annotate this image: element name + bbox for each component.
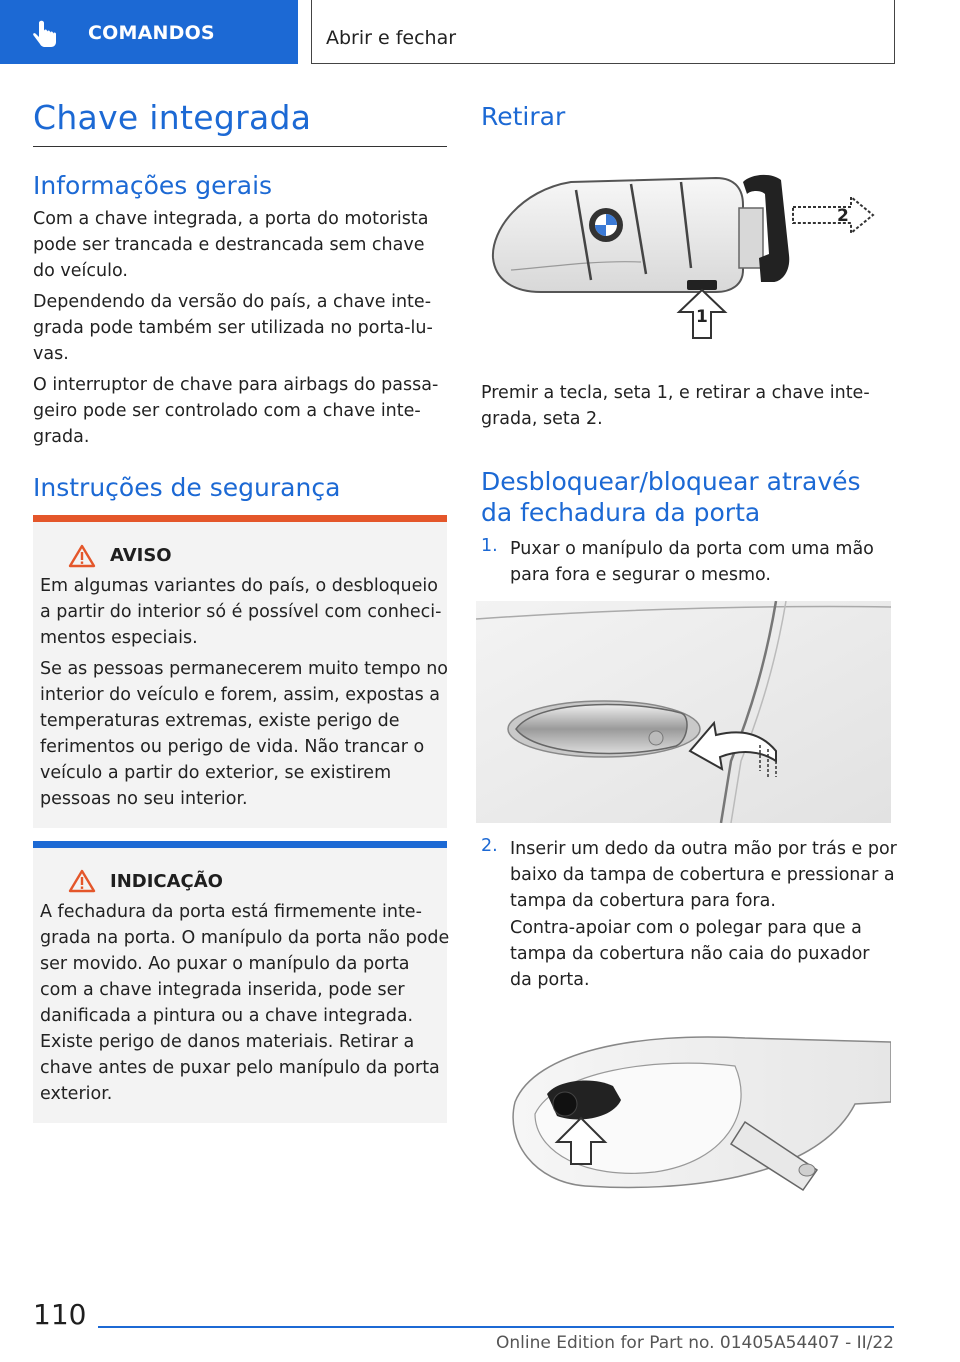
key-figure-label-2: 2: [837, 206, 849, 226]
footer-rule: [98, 1326, 894, 1328]
safety-heading: Instruções de segurança: [33, 473, 341, 502]
warning-triangle-icon: [68, 869, 96, 893]
integrated-key-figure: [481, 150, 891, 365]
chapter-rule: [33, 146, 447, 147]
warning-paragraph-2: Se as pessoas permanecerem muito tempo no interior do veículo e forem, assim, expostas a temperaturas extremas, existe perigo de ferimentos ou perigo de vida. Não trancar o veículo a partir do exterior, se existirem pessoas no seu interior.: [40, 659, 449, 809]
chapter-tab[interactable]: [0, 0, 298, 64]
general-info-paragraph-1: Com a chave integrada, a porta do motorista pode ser trancada e destrancada sem chave do veículo.: [33, 209, 429, 281]
warning-bar: [33, 515, 447, 522]
warning-triangle-icon: [68, 544, 96, 568]
warning-title: AVISO: [110, 545, 172, 566]
door-handle-cover-figure: [495, 1022, 891, 1192]
hand-pointer-icon: [30, 20, 60, 50]
step-2-text: Inserir um dedo da outra mão por trás e por baixo da tampa de cobertura e pressionar a tampa da cobertura para fora.: [510, 839, 897, 911]
general-info-heading: Informações gerais: [33, 171, 273, 200]
remove-instructions: Premir a tecla, seta 1, e retirar a chave integrada, seta 2.: [481, 383, 870, 429]
warning-paragraph-1: Em algumas variantes do país, o desbloqueio a partir do interior só é possível com conhecimentos especiais.: [40, 576, 442, 648]
notice-bar: [33, 841, 447, 848]
remove-heading: Retirar: [481, 102, 566, 131]
general-info-paragraph-2: Dependendo da versão do país, a chave integrada pode também ser utilizada no porta-luvas.: [33, 292, 433, 364]
edition-footer: Online Edition for Part no. 01405A54407 - II/22: [495, 1333, 894, 1353]
door-handle-figure: [476, 601, 891, 823]
section-header-label: Abrir e fechar: [326, 27, 457, 49]
page-number: 110: [33, 1298, 87, 1331]
key-figure-label-1: 1: [696, 307, 708, 327]
section-header: [311, 0, 895, 64]
warning-box: [33, 515, 447, 828]
lock-heading: Desbloquear/bloquear através da fechadura da porta: [481, 467, 861, 527]
notice-box: [33, 841, 450, 1123]
step-2-text-continued: Contra-apoiar com o polegar para que a tampa da cobertura não caia do puxador da porta.: [510, 918, 870, 990]
step-2-number: 2.: [481, 836, 498, 856]
chapter-title: Chave integrada: [33, 98, 312, 137]
notice-paragraph: A fechadura da porta está firmemente integrada na porta. O manípulo da porta não pode ser movido. Ao puxar o manípulo da porta com a chave integrada inserida, pode ser danificada a pintura ou a chave integrada. Existe perigo de danos materiais. Retirar a chave antes de puxar pelo manípulo da porta exterior.: [40, 902, 450, 1104]
chapter-tab-label: COMANDOS: [88, 22, 215, 44]
step-1-number: 1.: [481, 536, 498, 556]
step-1-text: Puxar o manípulo da porta com uma mão para fora e segurar o mesmo.: [510, 539, 874, 585]
general-info-paragraph-3: O interruptor de chave para airbags do passageiro pode ser controlado com a chave integrada.: [33, 375, 439, 447]
notice-title: INDICAÇÃO: [110, 871, 223, 892]
